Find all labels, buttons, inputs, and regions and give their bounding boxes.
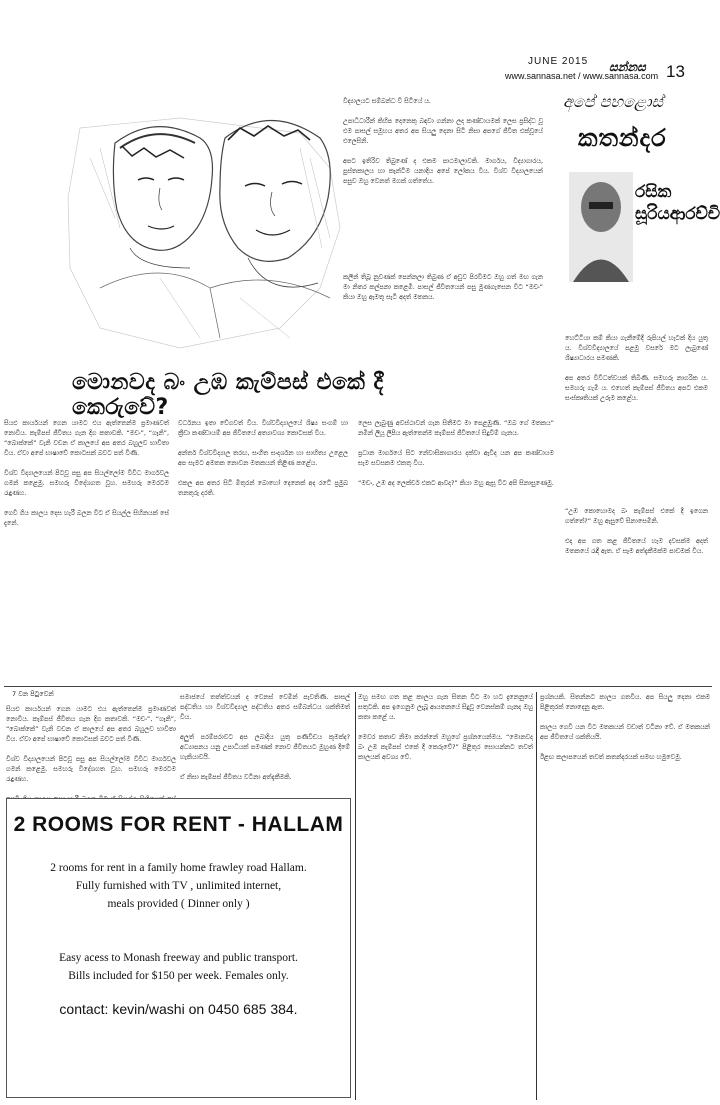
ad-line: Easy acess to Monash freeway and public transport. <box>59 952 298 964</box>
author-last-name: සූරියආරච්චි <box>635 204 720 224</box>
continued-from-label: 7 වන පිටුවෙන් <box>12 690 54 698</box>
article-column-2: වර්ධනය ඉතා වේගවත් විය. විශ්වවිද්‍යාලයේ ශිෂ්‍ය සංගම් හා ක්‍රීඩා කණ්ඩායම් අප ජීවිතයේ අත්‍යාවශ්‍ය කොටසක් විය. අන්තර් විශ්වවිද්‍යාල තරඟ, සංගීත සංදර්ශන හා සාහිත්‍ය උළෙල අප සැමට අමතක නොවන මතකයන් තිළිණ කළේය. එකල අප අතර සිටි මිතුරන් බොහෝ දෙනෙක් අද රටේ ප්‍රමුඛ තනතුරු දරති. <box>178 419 348 497</box>
issue-month: JUNE 2015 <box>528 56 589 67</box>
column-title: කතන්දර <box>578 124 667 152</box>
column-rule <box>536 692 537 1100</box>
ad-title: 2 ROOMS FOR RENT - HALLAM <box>13 813 344 836</box>
article-column-1: සියළු කාර්යයන් ගෙන යාමට එය ඇත්තෙන්ම ප්‍රමාණවත් නොවීය. කැම්පස් ජීවිතය ගැන දිග කතාවකි. “මචං”, “ගෑනි”, “බොක්කේ” වැනි වචන ඒ කාලයේ අප අතර බහුලව භාවිතා විය. ඒවා අපේ භාෂාවේ කොටසක් බවට පත් විණි. විශ්ව විද්‍යාලයෙන් පිටවූ පසු අප සියල්ලෝම විවිධ මාර්ගවල ගමන් කළෙමු. සමහරු විදේශගත වූහ. සමහරු මෙරටම රැඳුණහ. ගෙවී ගිය කාලය දෙස හැරී බලන විට ඒ සියල්ල සිහිනයක් සේ දැනේ. <box>4 419 169 527</box>
publication-brand: සන්නස <box>609 60 646 74</box>
ad-line: Bills included for $150 per week. Females only. <box>68 970 289 982</box>
author-portrait <box>563 162 639 292</box>
article-column-3: ලෙස ලැබුණු අවස්ථාවන් ගැන සිතීමට මා පෙළඹුණි. “ඔබ ගේ මතකය” නමින් ලියූ ලිපිය ඇත්තෙන්ම කැම්පස් ජීවිතයේ සිදුවීම් ගැනය. ප්‍රධාන මාර්ගයේ සිට නේවාසිකාගාරය දක්වා ඇවිද යන අප කණ්ඩායම සැම සවසකම එකතු විය. “මචං, උඹ අද ලෙක්චර් එකට ආවද?” කියා ඔහු ඇසූ විට අපි සිනාසුණෙමු. <box>358 419 554 487</box>
column-header <box>563 92 720 332</box>
classified-ad <box>6 798 351 1098</box>
article-column-right-1: හෙට්ටියා කම් කියා ගැනීමේදී රුපියල් හැටක් දිය යුතු ය. විශ්වවිද්‍යාලයේ පළමු වසරේ මට ලැබුණේ ශිෂ්‍යාධාරය පමණකි. අප අතර විවිධත්වයක් තිබිණි. සමහරු නාගරික ය. සමහරු ගැමි ය. එහෙත් කැම්පස් ජීවිතය අපට එකම සංස්කෘතියක් උරුම කළේය. <box>565 334 708 402</box>
ad-contact[interactable]: contact: kevin/washi on 0450 685 384. <box>59 1001 298 1017</box>
lower-column-1: සියළු කාර්යයන් ගෙන යාමට එය ඇත්තෙන්ම ප්‍රමාණවත් නොවීය. කැම්පස් ජීවිතය ගැන දිග කතාවකි. “මචං”, “ගෑනි”, “බොක්කේ” වැනි වචන ඒ කාලයේ අප අතර බහුලව භාවිතා විය. ඒවා අපේ භාෂාවේ කොටසක් බවට පත් විණි. විශ්ව විද්‍යාලයෙන් පිටවූ පසු අප සියල්ලෝම විවිධ මාර්ගවල ගමන් කළෙමු. සමහරු විදේශගත වූහ. සමහරු මෙරටම රැඳුණහ. <box>6 705 176 783</box>
article-headline: මොනවද බං උඹ කැම්පස් එකේ දී කෙරුවේ? <box>72 370 384 420</box>
ad-line: meals provided ( Dinner only ) <box>107 898 250 910</box>
publication-url[interactable]: www.sannasa.net / www.sannasa.com <box>505 71 659 81</box>
lower-column-4: ප්‍රශ්නයකි. සිතන්නට කාලය ගතවිය. අප සියලු දෙනා එකම පිළිතුරක් නොදෙනු ඇත. කාලය ගෙවී යන විට මතකයන් වඩාත් වටිනා වේ. ඒ මතකයන් අප ජීවිතයේ ශක්තියයි. ඊළඟ කලාපයෙන් තවත් කතන්දරයක් සමඟ හමුවෙමු. <box>540 693 710 761</box>
article-column-upper-middle-2: කලින් තිබූ නුවණක් පෙන්නලා තිබුණ ඒ අඩුව පිරවීමට ඔහු ගත් මඟ ගැන මා නිතර කල්පනා කළෙමි. පාසල් ජීවිතයෙන් පසු මුණගැසෙන විට “මචං” කියා ඔහු ඇමතූ සැටි අදත් මතකය. <box>343 273 546 301</box>
lower-column-2: සමාජයේ තත්ත්වයන් ද වෙනස් වෙමින් පැවතිණි. පාසල් පද්ධතිය හා විශ්වවිද්‍යාල පද්ධතිය අතර සම්බන්ධය ශක්තිමත් විය. අලුත් පරම්පරාවට අප ලබාදිය යුතු පණිවිඩය කුමක්ද? අධ්‍යාපනය යනු උපාධියක් පමණක් නොව ජීවිතයට මුහුණ දීමේ හැකියාවයි. ඒ නිසා කැම්පස් ජීවිතය වටිනා අත්දැකීමකි. <box>180 693 350 781</box>
ad-line: Fully furnished with TV , unlimited internet, <box>75 880 282 892</box>
ad-line: 2 rooms for rent in a family home frawley road Hallam. <box>50 862 307 874</box>
article-column-right-2: “උඹ කොහොමද බං කැම්පස් එකේ දී ඉගෙන ගත්තේ?” ඔහු ඇසුවේ සිනාසෙමිනි. එදා අප ගත කළ ජීවිතයේ හැම දවසක්ම අදත් මතකයේ රැඳී ඇත. ඒ සෑම අත්දැකීමක්ම පාඩමක් විය. <box>565 507 708 555</box>
lower-column-3: ඔහු සමඟ ගත කළ කාලය ගැන සිතන විට මා හට දැනෙනුයේ සතුටකි. අප ඉගෙනුම ලැබූ ආයතනයේ සිදුවූ වෙනස්කම් ගැනද ඔහු කතා කළේ ය. මෙවර කතාව නිමා කරන්නේ ඔහුගේ ප්‍රශ්නයෙන්මය. “මොනවද බං උඹ කැම්පස් එකේ දී කෙරුවේ?” පිළිතුර සොයන්නට තවත් කාලයක් අවශ්‍ය වේ. <box>358 693 533 761</box>
author-first-name: රසික <box>635 182 672 202</box>
page-header <box>0 0 715 96</box>
page-number: 13 <box>666 62 685 81</box>
hero-sketch-illustration <box>60 88 360 358</box>
column-series-title: අපේ පහළොස් <box>563 92 663 111</box>
article-column-upper-middle: විද්‍යාලයට සම්බන්ධ වී සිටියේ ය. උපාධිධාරීන් කිහිප දෙනෙකු බඳවා ගන්නා ලද කණ්ඩායමක් ලෙස ප්‍රසිද්ධ වූ එම පාසල් සමූහය අතර අප සියලු දෙනා සිටි නිසා අපගේ ජීවිත එක්වූයේ එලෙසිනි. අපට ඉතිරිව තිබුණේ ද එකම පාඨමාලාවකි. මාර්ගය, විද්‍යාගාරය, පුස්තකාලය හා කෑන්ටිම යනාදිය අපේ ලෝකය විය. විශ්ව විද්‍යාලයෙන් පසුව ඔහු වෙනත් මගක් ගත්තේය. <box>343 97 543 185</box>
column-rule <box>355 692 356 1100</box>
ad-details <box>7 949 350 985</box>
ad-description <box>7 859 350 913</box>
section-divider <box>4 686 712 687</box>
